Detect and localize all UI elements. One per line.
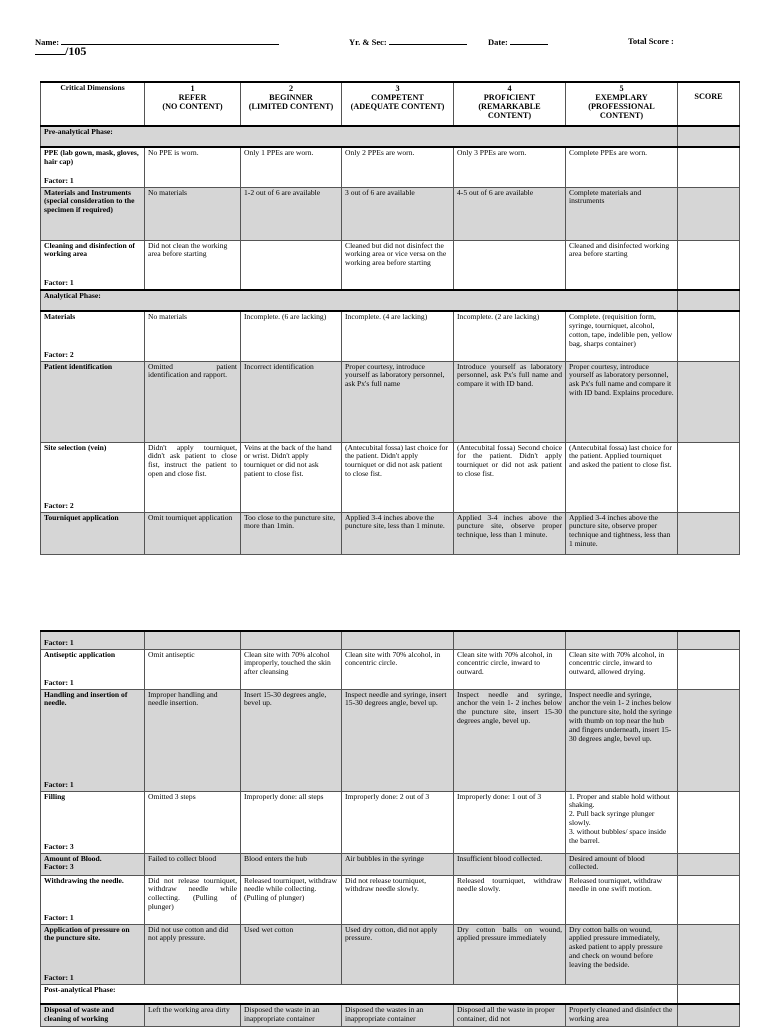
rubric-row-filling bbox=[41, 791, 740, 853]
rubric-table-page-2 bbox=[40, 630, 740, 1027]
rubric-row-disposal bbox=[41, 1004, 740, 1026]
dimension-cell bbox=[41, 1004, 145, 1026]
score-line bbox=[35, 46, 65, 55]
level-3-cell: Proper courtesy, introduce yourself as laboratory personnel, ask Px's full name bbox=[342, 361, 454, 442]
date-line bbox=[510, 36, 548, 45]
score-cell[interactable] bbox=[678, 187, 740, 240]
score-cell[interactable] bbox=[678, 512, 740, 554]
col-refer-title: REFER bbox=[178, 93, 207, 103]
score-cell[interactable] bbox=[678, 649, 740, 689]
level-5-cell: (Antecubital fossa) last choice for the patient. Applied tourniquet and asked the patient to close fist. bbox=[566, 442, 678, 512]
level-3-cell: Inspect needle and syringe, insert 15-30 degrees angle, bevel up. bbox=[342, 689, 454, 791]
rubric-row-antiseptic bbox=[41, 649, 740, 689]
level-4-cell: Clean site with 70% alcohol, in concentric circle, inward to outward. bbox=[454, 649, 566, 689]
score-cell[interactable] bbox=[678, 1004, 740, 1026]
yr-sec-field[interactable] bbox=[349, 36, 467, 47]
rubric-row-cleaning bbox=[41, 240, 740, 290]
factor-label: Factor: 1 bbox=[44, 779, 74, 789]
level-2-cell: Too close to the puncture site, more than 1min. bbox=[241, 512, 342, 554]
factor-label: Factor: 1 bbox=[44, 912, 74, 922]
level-1-cell: Omitted patient identification and rapport. bbox=[145, 361, 241, 442]
dimension-cell bbox=[41, 361, 145, 442]
level-3-cell: (Antecubital fossa) last choice for the patient. Didn't apply tourniquet or did not ask patient to close fist. bbox=[342, 442, 454, 512]
level-2-cell bbox=[241, 240, 342, 290]
level-5-cell: Dry cotton balls on wound, applied pressure immediately, asked patient to apply pressure and check on wound before leaving the bedside. bbox=[566, 924, 678, 984]
level-3-cell: Only 2 PPEs are worn. bbox=[342, 147, 454, 187]
col-proficient-title: PROFICIENT bbox=[483, 93, 536, 103]
level-1-cell: No PPE is worn. bbox=[145, 147, 241, 187]
rubric-row-pressure bbox=[41, 924, 740, 984]
factor-label: Factor: 1 bbox=[44, 677, 74, 687]
col-exemplary-header bbox=[566, 82, 678, 126]
col-exemplary-title: EXEMPLARY bbox=[595, 93, 648, 103]
dimension-cell bbox=[41, 240, 145, 290]
score-cell[interactable] bbox=[678, 442, 740, 512]
col-refer-header bbox=[145, 82, 241, 126]
level-3-cell: Did not release tourniquet, withdraw needle slowly. bbox=[342, 875, 454, 924]
factor-label: Factor: 1 bbox=[41, 631, 145, 649]
level-4-cell: Introduce yourself as laboratory personnel, ask Px's full name and compare it with ID band. bbox=[454, 361, 566, 442]
level-2-cell: Released tourniquet, withdraw needle while collecting. (Pulling of plunger) bbox=[241, 875, 342, 924]
level-3-cell: Disposed the wastes in an inappropriate container bbox=[342, 1004, 454, 1026]
phase-label: Post-analytical Phase: bbox=[41, 984, 678, 1004]
col-proficient-sub: (REMARKABLE CONTENT) bbox=[478, 102, 541, 121]
level-5-cell: Complete. (requisition form, syringe, tourniquet, alcohol, cotton, tape, indelible pen, yellow bag, sharps container) bbox=[566, 311, 678, 361]
level-4-cell: Inspect needle and syringe, anchor the vein 1- 2 inches below the puncture site, insert 15-30 degrees angle, bevel up. bbox=[454, 689, 566, 791]
score-cell[interactable] bbox=[678, 875, 740, 924]
level-1-cell: Omit antiseptic bbox=[145, 649, 241, 689]
score-cell[interactable] bbox=[678, 290, 740, 311]
level-5-cell: Cleaned and disinfected working area before starting bbox=[566, 240, 678, 290]
rubric-row-tourniquet bbox=[41, 512, 740, 554]
dimension-label: Cleaning and disinfection of working area bbox=[44, 240, 135, 259]
level-5-cell: Inspect needle and syringe, anchor the vein 1- 2 inches below the puncture site, hold the syringe with thumb on top near the hub and fingers underneath, insert 15-30 degrees angle, bevel up. bbox=[566, 689, 678, 791]
level-1-cell: Didn't apply tourniquet, didn't ask patient to close fist, instruct the patient to open and close fist. bbox=[145, 442, 241, 512]
col-beginner-num: 2 bbox=[288, 84, 294, 93]
rubric-row-needle bbox=[41, 689, 740, 791]
date-label: Date: bbox=[488, 37, 508, 47]
dimension-cell bbox=[41, 147, 145, 187]
dimension-cell bbox=[41, 689, 145, 791]
factor-label: Factor: 1 bbox=[44, 175, 74, 185]
dimension-cell bbox=[41, 649, 145, 689]
dimension-label: Amount of Blood. bbox=[44, 853, 102, 863]
dimension-cell bbox=[41, 311, 145, 361]
col-proficient-num: 4 bbox=[507, 84, 512, 93]
score-cell[interactable] bbox=[678, 361, 740, 442]
rubric-row-materials-instruments bbox=[41, 187, 740, 240]
level-1-cell: Left the working area dirty bbox=[145, 1004, 241, 1026]
level-5-cell: Applied 3-4 inches above the puncture site, observe proper technique and tightness, less than 1 minute. bbox=[566, 512, 678, 554]
score-cell[interactable] bbox=[678, 311, 740, 361]
factor-label: Factor: 3 bbox=[44, 862, 74, 872]
dimension-cell bbox=[41, 853, 145, 875]
col-competent-sub: (ADEQUATE CONTENT) bbox=[350, 102, 445, 112]
level-1-cell: No materials bbox=[145, 311, 241, 361]
level-2-cell bbox=[241, 631, 342, 649]
rubric-row-withdraw bbox=[41, 875, 740, 924]
dimension-cell bbox=[41, 791, 145, 853]
total-score-label: Total Score : bbox=[628, 36, 674, 46]
col-beginner-header bbox=[241, 82, 342, 126]
col-proficient-header bbox=[454, 82, 566, 126]
phase-row-analytical bbox=[41, 290, 740, 311]
col-competent-title: COMPETENT bbox=[371, 93, 424, 103]
level-2-cell: Incorrect identification bbox=[241, 361, 342, 442]
level-4-cell bbox=[454, 240, 566, 290]
level-4-cell bbox=[454, 631, 566, 649]
level-5-cell: Released tourniquet, withdraw needle in one swift motion. bbox=[566, 875, 678, 924]
level-3-cell: Improperly done: 2 out of 3 bbox=[342, 791, 454, 853]
level-5-cell: Proper courtesy, introduce yourself as laboratory personnel, ask Px's full name and compare it with ID band. Explains procedure. bbox=[566, 361, 678, 442]
level-5-cell: Complete PPEs are worn. bbox=[566, 147, 678, 187]
dimension-label: Antiseptic application bbox=[44, 649, 116, 659]
level-4-cell: Dry cotton balls on wound, applied pressure immediately bbox=[454, 924, 566, 984]
dimension-cell bbox=[41, 924, 145, 984]
rubric-row-ppe bbox=[41, 147, 740, 187]
level-4-cell: Only 3 PPEs are worn. bbox=[454, 147, 566, 187]
col-beginner-sub: (LIMITED CONTENT) bbox=[248, 102, 334, 112]
level-2-cell: Insert 15-30 degrees angle, bevel up. bbox=[241, 689, 342, 791]
score-cell[interactable] bbox=[678, 924, 740, 984]
factor-label: Factor: 1 bbox=[44, 972, 74, 982]
level-2-cell: Only 1 PPEs are worn. bbox=[241, 147, 342, 187]
col-beginner-title: BEGINNER bbox=[269, 93, 313, 103]
dimension-label: PPE (lab gown, mask, gloves, hair cap) bbox=[44, 148, 139, 166]
score-cell[interactable] bbox=[678, 147, 740, 187]
factor-label: Factor: 1 bbox=[44, 278, 74, 288]
level-2-cell: Veins at the back of the hand or wrist. Didn't apply tourniquet or did not ask patient to close fist. bbox=[241, 442, 342, 512]
level-1-cell: Did not clean the working area before starting bbox=[145, 240, 241, 290]
rubric-row-tourniquet-factor bbox=[41, 631, 740, 649]
score-cell[interactable] bbox=[678, 631, 740, 649]
level-1-cell: Failed to collect blood bbox=[145, 853, 241, 875]
name-line bbox=[61, 36, 279, 45]
level-1-cell: Omit tourniquet application bbox=[145, 512, 241, 554]
score-cell[interactable] bbox=[678, 791, 740, 853]
score-cell[interactable] bbox=[678, 126, 740, 147]
score-cell[interactable] bbox=[678, 853, 740, 875]
header-row bbox=[41, 82, 740, 126]
rubric-row-blood-amount bbox=[41, 853, 740, 875]
rubric-row-site-selection bbox=[41, 442, 740, 512]
phase-label: Pre-analytical Phase: bbox=[41, 126, 678, 147]
level-2-cell: Blood enters the hub bbox=[241, 853, 342, 875]
level-5-cell: 1. Proper and stable hold without shaking. 2. Pull back syringe plunger slowly. 3. without bubbles/ space inside the barrel. bbox=[566, 791, 678, 853]
dimension-cell bbox=[41, 442, 145, 512]
level-4-cell: Disposed all the waste in proper container, did not bbox=[454, 1004, 566, 1026]
dimension-label: Materials and Instruments (special consideration to the specimen if required) bbox=[44, 187, 135, 215]
level-1-cell: Did not release tourniquet, withdraw needle while collecting. (Pulling of plunger) bbox=[145, 875, 241, 924]
level-5-cell: Complete materials and instruments bbox=[566, 187, 678, 240]
dimension-label: Materials bbox=[44, 312, 76, 321]
level-5-cell: Clean site with 70% alcohol, in concentric circle, inward to outward, allowed drying. bbox=[566, 649, 678, 689]
score-header: SCORE bbox=[678, 82, 740, 126]
phase-row-pre-analytical bbox=[41, 126, 740, 147]
date-field[interactable] bbox=[488, 36, 548, 47]
total-score-field[interactable] bbox=[35, 44, 86, 59]
level-2-cell: Clean site with 70% alcohol improperly, touched the skin after cleansing bbox=[241, 649, 342, 689]
dimension-label: Site selection (vein) bbox=[44, 442, 107, 452]
total-points: /105 bbox=[65, 44, 87, 58]
level-1-cell: Omitted 3 steps bbox=[145, 791, 241, 853]
col-refer-num: 1 bbox=[190, 84, 195, 93]
phase-row-post-analytical bbox=[41, 984, 740, 1004]
level-1-cell: Improper handling and needle insertion. bbox=[145, 689, 241, 791]
factor-label: Factor: 2 bbox=[44, 349, 74, 359]
dimension-cell bbox=[41, 875, 145, 924]
dimension-label: Filling bbox=[44, 791, 66, 801]
dimension-label: Tourniquet application bbox=[44, 512, 119, 522]
dimension-label: Handling and insertion of needle. bbox=[44, 689, 128, 708]
level-4-cell: Insufficient blood collected. bbox=[454, 853, 566, 875]
col-exemplary-num: 5 bbox=[619, 84, 624, 93]
level-1-cell: Did not use cotton and did not apply pressure. bbox=[145, 924, 241, 984]
col-refer-sub: (NO CONTENT) bbox=[162, 102, 223, 112]
factor-label: Factor: 3 bbox=[44, 841, 74, 851]
level-2-cell: Improperly done: all steps bbox=[241, 791, 342, 853]
col-competent-num: 3 bbox=[395, 84, 400, 93]
level-1-cell: No materials bbox=[145, 187, 241, 240]
dimension-label: Application of pressure on the puncture site. bbox=[44, 924, 130, 943]
score-cell[interactable] bbox=[678, 984, 740, 1004]
level-4-cell: Incomplete. (2 are lacking) bbox=[454, 311, 566, 361]
level-3-cell: Used dry cotton, did not apply pressure. bbox=[342, 924, 454, 984]
name-label: Name: bbox=[35, 37, 60, 47]
level-5-cell: Desired amount of blood collected. bbox=[566, 853, 678, 875]
score-cell[interactable] bbox=[678, 240, 740, 290]
phase-label: Analytical Phase: bbox=[41, 290, 678, 311]
level-5-cell bbox=[566, 631, 678, 649]
dimension-label: Disposal of waste and cleaning of working bbox=[44, 1005, 114, 1023]
level-3-cell: Air bubbles in the syringe bbox=[342, 853, 454, 875]
level-3-cell bbox=[342, 631, 454, 649]
level-4-cell: Released tourniquet, withdraw needle slowly. bbox=[454, 875, 566, 924]
dimension-label: Patient identification bbox=[44, 361, 113, 371]
rubric-row-materials bbox=[41, 311, 740, 361]
level-2-cell: 1-2 out of 6 are available bbox=[241, 187, 342, 240]
level-3-cell: Cleaned but did not disinfect the working area or vice versa on the working area before starting bbox=[342, 240, 454, 290]
yr-sec-line bbox=[389, 36, 467, 45]
level-4-cell: Applied 3-4 inches above the puncture site, observe proper technique, less than 1 minute. bbox=[454, 512, 566, 554]
rubric-table-page-1 bbox=[40, 81, 740, 555]
yr-sec-label: Yr. & Sec: bbox=[349, 37, 387, 47]
dimension-cell bbox=[41, 187, 145, 240]
level-4-cell: (Antecubital fossa) Second choice for the patient. Didn't apply tourniquet or did not ask patient to close fist. bbox=[454, 442, 566, 512]
level-2-cell: Disposed the waste in an inappropriate container bbox=[241, 1004, 342, 1026]
level-4-cell: Improperly done: 1 out of 3 bbox=[454, 791, 566, 853]
dimension-cell bbox=[41, 512, 145, 554]
level-5-cell: Properly cleaned and disinfect the working area bbox=[566, 1004, 678, 1026]
level-3-cell: Applied 3-4 inches above the puncture site, less than 1 minute. bbox=[342, 512, 454, 554]
level-4-cell: 4-5 out of 6 are available bbox=[454, 187, 566, 240]
level-3-cell: Incomplete. (4 are lacking) bbox=[342, 311, 454, 361]
level-3-cell: 3 out of 6 are available bbox=[342, 187, 454, 240]
score-cell[interactable] bbox=[678, 689, 740, 791]
col-exemplary-sub: (PROFESSIONAL CONTENT) bbox=[588, 102, 655, 121]
dimension-label: Withdrawing the needle. bbox=[44, 875, 124, 885]
level-3-cell: Clean site with 70% alcohol, in concentric circle. bbox=[342, 649, 454, 689]
factor-label: Factor: 2 bbox=[44, 500, 74, 510]
critical-dimensions-header: Critical Dimensions bbox=[41, 82, 145, 126]
level-1-cell bbox=[145, 631, 241, 649]
col-competent-header bbox=[342, 82, 454, 126]
level-2-cell: Incomplete. (6 are lacking) bbox=[241, 311, 342, 361]
rubric-row-patient-identification bbox=[41, 361, 740, 442]
level-2-cell: Used wet cotton bbox=[241, 924, 342, 984]
